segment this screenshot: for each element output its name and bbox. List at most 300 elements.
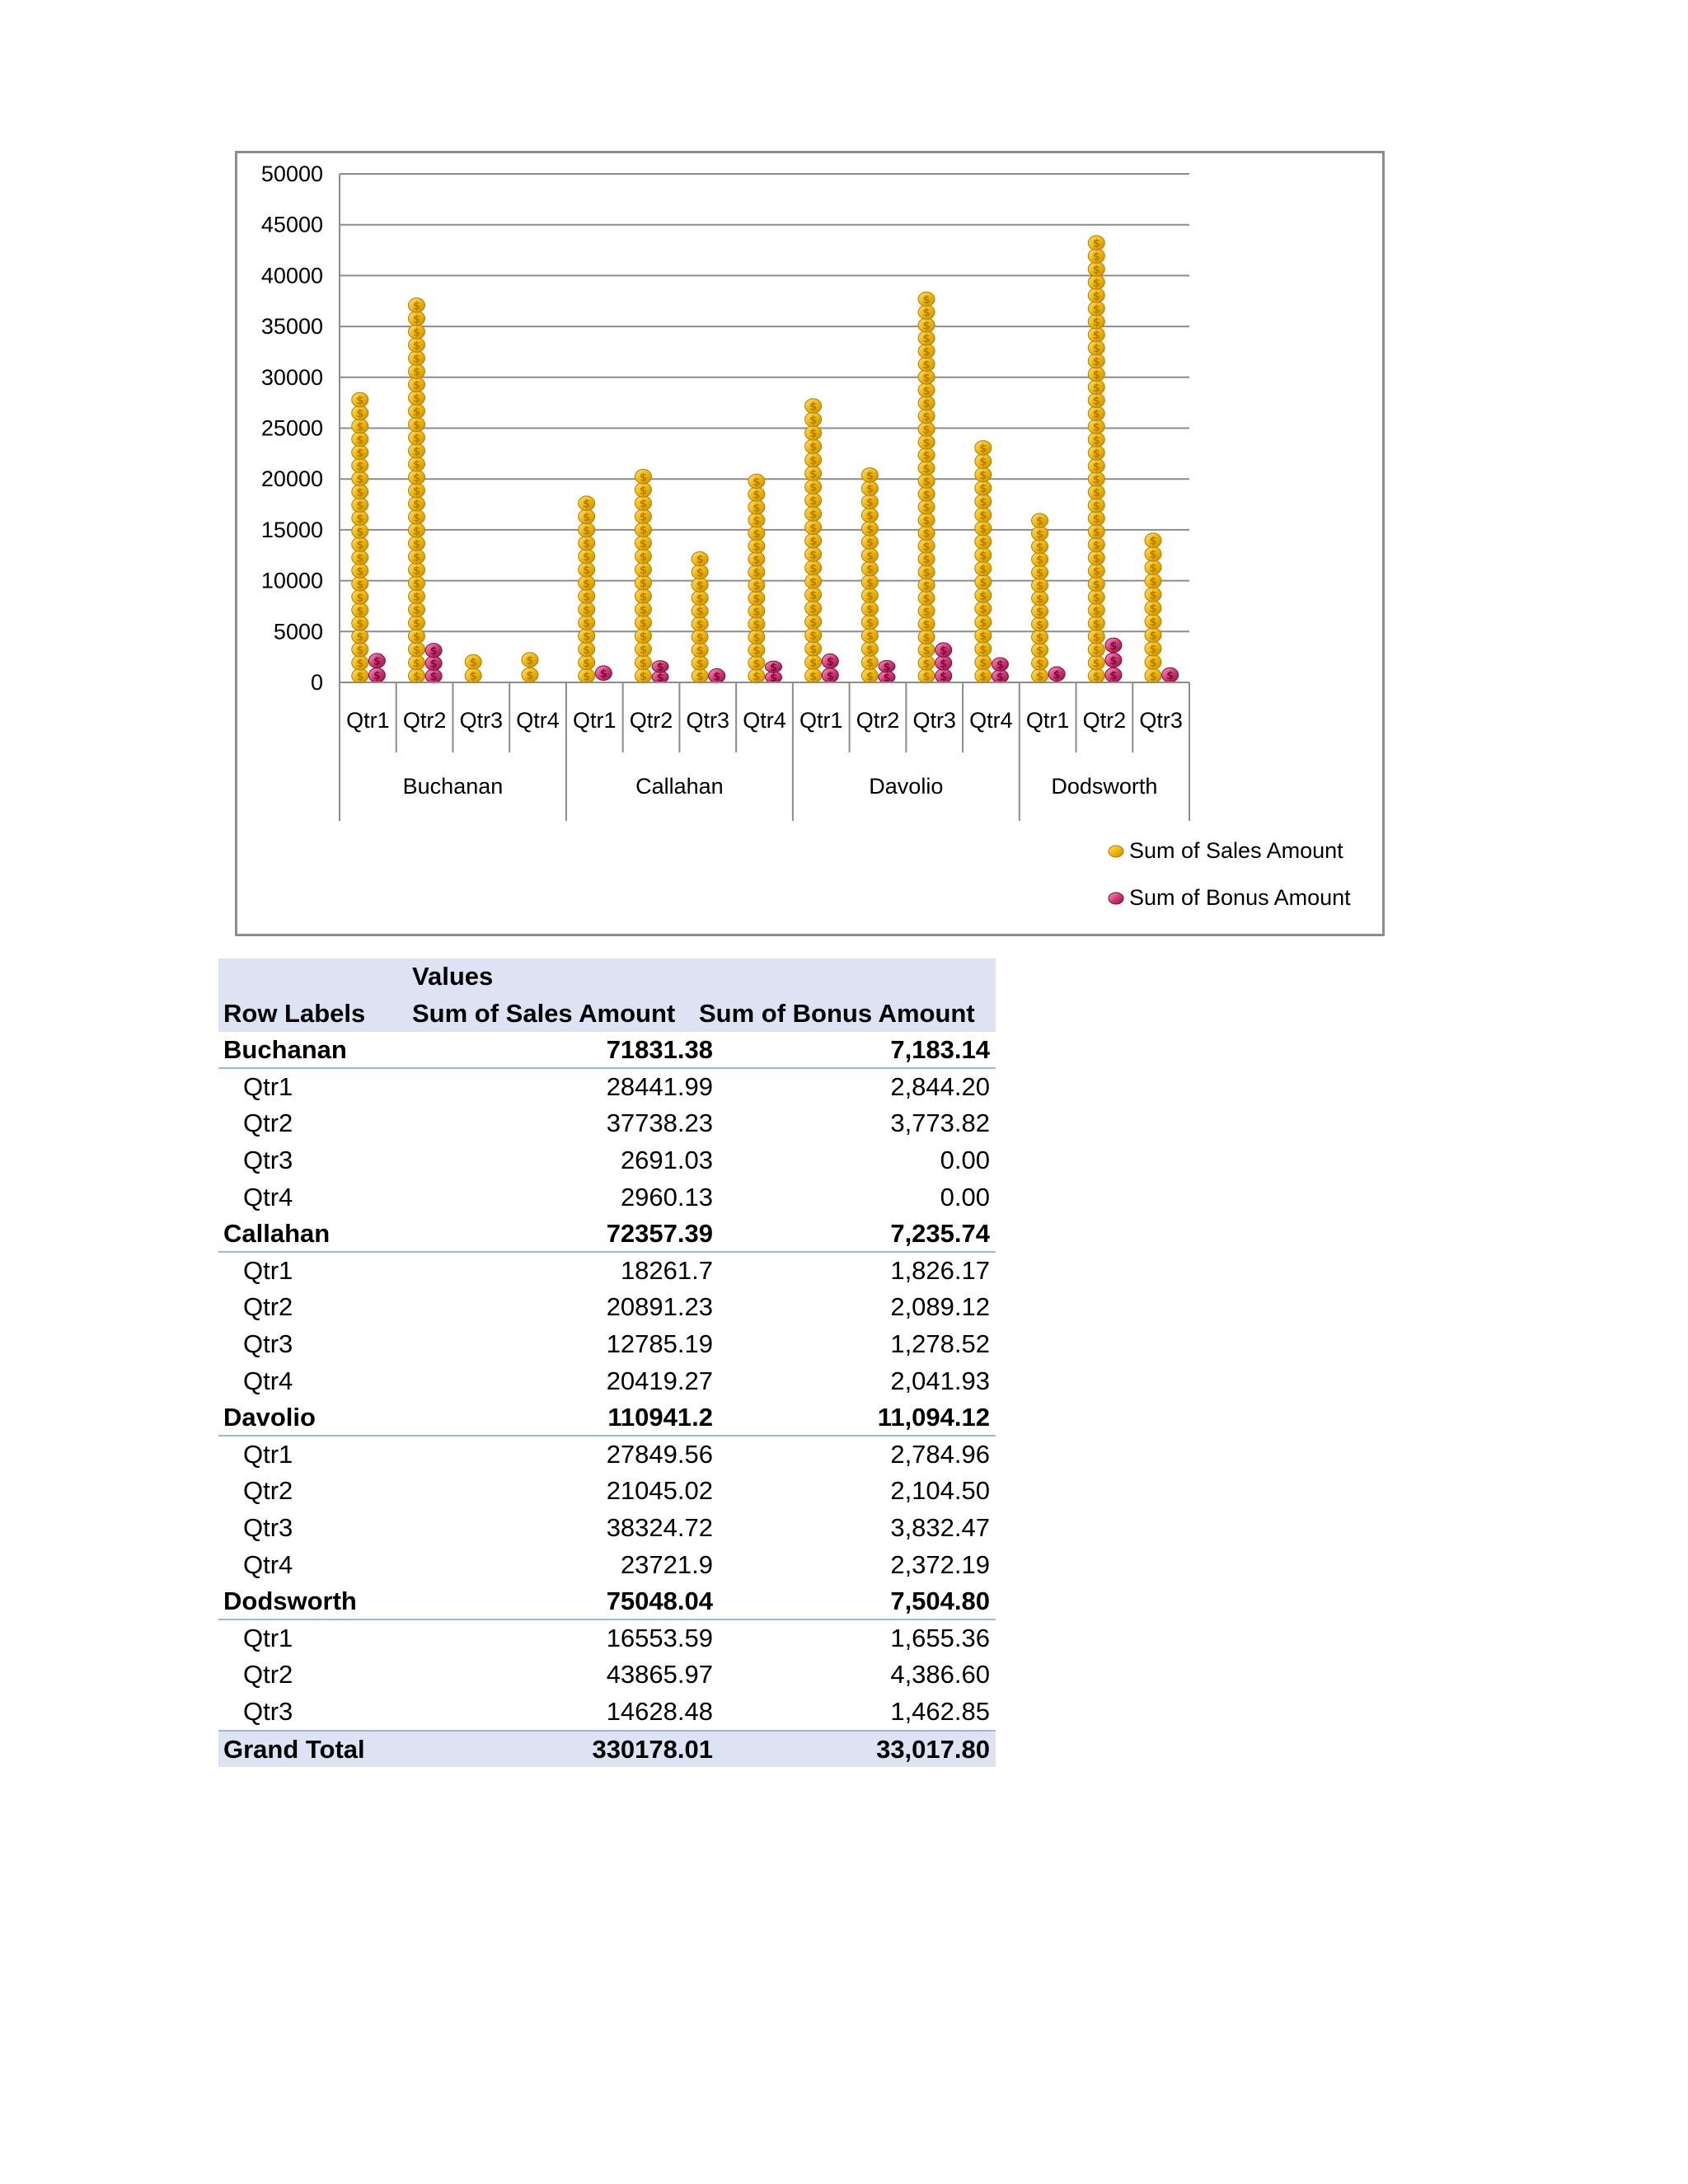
dollar-sign-icon: $ (356, 434, 364, 447)
dollar-sign-icon: $ (1036, 567, 1044, 580)
grand-total-row (218, 1730, 996, 1767)
dollar-sign-icon: $ (639, 578, 647, 591)
dollar-sign-icon: $ (656, 661, 664, 674)
sales-bar[interactable] (1145, 533, 1161, 683)
dollar-sign-icon: $ (865, 644, 874, 657)
sales-cell: 110941.2 (607, 1403, 713, 1432)
sales-bar[interactable] (635, 469, 651, 682)
dollar-sign-icon: $ (922, 619, 931, 632)
dollar-sign-icon: $ (583, 537, 591, 551)
legend-entry[interactable] (1109, 838, 1343, 863)
bonus-bar[interactable] (992, 658, 1008, 684)
y-tick-label: 5000 (273, 619, 323, 644)
dollar-coin-icon (1109, 893, 1123, 904)
x-tick-label: Qtr3 (686, 708, 730, 733)
sales-bar[interactable] (692, 551, 708, 683)
dollar-sign-icon: $ (922, 567, 931, 580)
dollar-sign-icon: $ (412, 326, 421, 340)
dollar-sign-icon: $ (809, 401, 818, 414)
dollar-sign-icon: $ (639, 591, 647, 604)
sales-cell: 43865.97 (606, 1660, 713, 1690)
dollar-sign-icon: $ (1036, 658, 1044, 671)
bonus-bar[interactable] (425, 644, 442, 684)
dollar-sign-icon: $ (753, 593, 761, 606)
dollar-sign-icon: $ (356, 658, 364, 671)
dollar-sign-icon: $ (639, 565, 647, 578)
dollar-sign-icon: $ (1092, 264, 1100, 277)
dollar-sign-icon: $ (639, 617, 647, 630)
dollar-sign-icon: $ (922, 606, 931, 619)
dollar-sign-icon: $ (412, 419, 421, 432)
dollar-sign-icon: $ (1149, 616, 1157, 630)
bonus-bar[interactable] (765, 661, 781, 685)
dollar-sign-icon: $ (412, 551, 421, 565)
dollar-sign-icon: $ (412, 366, 421, 379)
dollar-sign-icon: $ (412, 617, 421, 630)
dollar-sign-icon: $ (373, 655, 381, 668)
pivot-group-row (218, 1399, 996, 1436)
dollar-sign-icon: $ (356, 460, 364, 473)
dollar-sign-icon: $ (1092, 330, 1100, 343)
dollar-sign-icon: $ (412, 578, 421, 591)
dollar-sign-icon: $ (356, 671, 364, 684)
dollar-sign-icon: $ (412, 459, 421, 472)
dollar-sign-icon: $ (809, 468, 818, 481)
pivot-detail-row (218, 1510, 996, 1547)
dollar-sign-icon: $ (356, 644, 364, 658)
dollar-sign-icon: $ (809, 657, 818, 670)
dollar-sign-icon: $ (1092, 474, 1100, 487)
dollar-sign-icon: $ (412, 657, 421, 670)
bonus-column-header: Sum of Bonus Amount (699, 998, 975, 1028)
dollar-sign-icon: $ (412, 538, 421, 551)
dollar-sign-icon: $ (696, 631, 704, 644)
bonus-bar[interactable] (1162, 668, 1179, 682)
dollar-sign-icon: $ (1036, 619, 1044, 632)
dollar-sign-icon: $ (753, 606, 761, 619)
dollar-sign-icon: $ (753, 644, 761, 658)
dollar-sign-icon: $ (1149, 575, 1157, 588)
x-tick-label: Qtr1 (573, 708, 617, 733)
dollar-sign-icon: $ (753, 619, 761, 632)
dollar-sign-icon: $ (1149, 562, 1157, 575)
dollar-sign-icon: $ (1149, 535, 1157, 548)
x-tick-label: Qtr2 (402, 708, 447, 733)
dollar-sign-icon: $ (922, 476, 931, 489)
bonus-cell: 0.00 (940, 1182, 990, 1212)
dollar-sign-icon: $ (979, 563, 987, 576)
dollar-sign-icon: $ (809, 644, 818, 657)
bonus-cell: 2,089.12 (890, 1292, 990, 1322)
dollar-sign-icon: $ (356, 499, 364, 513)
bonus-cell: 0.00 (940, 1145, 990, 1174)
sales-bar[interactable] (748, 474, 765, 683)
dollar-sign-icon: $ (1036, 541, 1044, 555)
dollar-sign-icon: $ (412, 472, 421, 485)
pivot-detail-row (218, 1253, 996, 1290)
dollar-sign-icon: $ (412, 644, 421, 657)
dollar-sign-icon: $ (979, 483, 987, 496)
dollar-sign-icon: $ (429, 645, 438, 658)
sales-bar[interactable] (1032, 513, 1048, 683)
row-label: Qtr4 (243, 1366, 293, 1395)
bonus-bar[interactable] (1105, 638, 1122, 682)
dollar-sign-icon: $ (809, 549, 818, 562)
dollar-sign-icon: $ (979, 523, 987, 536)
pivot-detail-row (218, 1473, 996, 1510)
dollar-sign-icon: $ (412, 630, 421, 644)
row-label: Qtr2 (243, 1476, 293, 1506)
pivot-header-values-row (218, 958, 996, 996)
dollar-sign-icon: $ (865, 564, 874, 577)
pivot-detail-row (218, 1179, 996, 1216)
dollar-sign-icon: $ (1036, 593, 1044, 606)
dollar-sign-icon: $ (922, 644, 931, 658)
dollar-sign-icon: $ (412, 392, 421, 405)
dollar-sign-icon: $ (922, 333, 931, 346)
dollar-sign-icon: $ (826, 670, 834, 683)
dollar-sign-icon: $ (809, 509, 818, 522)
y-tick-label: 35000 (260, 314, 323, 340)
dollar-sign-icon: $ (1149, 549, 1157, 562)
dollar-sign-icon: $ (979, 496, 987, 509)
bonus-cell: 2,844.20 (890, 1071, 990, 1101)
row-label: Qtr1 (243, 1439, 293, 1469)
row-label: Qtr1 (243, 1255, 293, 1285)
dollar-sign-icon: $ (583, 591, 591, 604)
dollar-sign-icon: $ (922, 424, 931, 437)
dollar-sign-icon: $ (429, 671, 438, 684)
dollar-sign-icon: $ (865, 483, 874, 496)
dollar-sign-icon: $ (639, 498, 647, 511)
dollar-sign-icon: $ (996, 659, 1004, 673)
dollar-sign-icon: $ (753, 554, 761, 567)
dollar-sign-icon: $ (940, 671, 948, 684)
dollar-sign-icon: $ (583, 657, 591, 670)
dollar-sign-icon: $ (826, 656, 834, 669)
row-label: Qtr4 (243, 1182, 293, 1212)
x-tick-label: Qtr3 (912, 708, 956, 733)
dollar-sign-icon: $ (1092, 500, 1100, 513)
dollar-sign-icon: $ (639, 471, 647, 485)
pivot-detail-row (218, 1363, 996, 1400)
dollar-sign-icon: $ (583, 617, 591, 630)
dollar-sign-icon: $ (922, 593, 931, 606)
sales-bar[interactable] (1088, 236, 1104, 683)
bonus-cell: 2,784.96 (890, 1439, 990, 1469)
dollar-sign-icon: $ (469, 670, 477, 683)
bonus-cell: 7,504.80 (890, 1586, 990, 1616)
group-label: Callahan (635, 774, 724, 799)
dollar-sign-icon: $ (979, 443, 987, 456)
sales-cell: 38324.72 (606, 1512, 713, 1542)
dollar-sign-icon: $ (865, 537, 874, 550)
sales-cell: 2691.03 (620, 1145, 713, 1174)
dollar-sign-icon: $ (1092, 605, 1100, 618)
sales-cell: 75048.04 (606, 1586, 713, 1616)
group-label: Dodsworth (1051, 774, 1158, 799)
bonus-cell: 1,826.17 (890, 1255, 990, 1285)
dollar-sign-icon: $ (809, 670, 818, 683)
dollar-sign-icon: $ (979, 644, 987, 657)
x-tick-label: Qtr2 (1082, 708, 1127, 733)
pivot-body (218, 1032, 996, 1730)
dollar-sign-icon: $ (639, 644, 647, 657)
dollar-sign-icon: $ (356, 618, 364, 631)
dollar-sign-icon: $ (1092, 395, 1100, 408)
row-label: Qtr3 (243, 1512, 293, 1542)
dollar-sign-icon: $ (979, 670, 987, 683)
dollar-sign-icon: $ (979, 469, 987, 482)
dollar-sign-icon: $ (922, 514, 931, 527)
bonus-bar[interactable] (822, 654, 838, 682)
sales-bar[interactable] (805, 399, 822, 683)
dollar-sign-icon: $ (979, 657, 987, 670)
dollar-sign-icon: $ (940, 644, 948, 658)
dollar-sign-icon: $ (1092, 237, 1100, 251)
dollar-sign-icon: $ (809, 602, 818, 616)
dollar-sign-icon: $ (922, 489, 931, 502)
dollar-sign-icon: $ (922, 372, 931, 385)
dollar-sign-icon: $ (412, 591, 421, 604)
bonus-cell: 7,235.74 (890, 1219, 990, 1249)
legend-entry[interactable] (1109, 885, 1351, 910)
dollar-sign-icon: $ (412, 525, 421, 538)
bonus-cell: 2,041.93 (890, 1366, 990, 1395)
row-label[interactable]: Buchanan (223, 1035, 347, 1065)
row-label[interactable]: Dodsworth (223, 1586, 357, 1616)
bonus-cell: 2,104.50 (890, 1476, 990, 1506)
bonus-bar[interactable] (709, 668, 725, 683)
dollar-sign-icon: $ (1092, 552, 1100, 565)
dollar-sign-icon: $ (922, 437, 931, 450)
dollar-sign-icon: $ (865, 496, 874, 509)
dollar-sign-icon: $ (922, 502, 931, 515)
dollar-sign-icon: $ (583, 511, 591, 524)
dollar-sign-icon: $ (1053, 668, 1061, 682)
dollar-sign-icon: $ (412, 512, 421, 525)
row-label: Qtr1 (243, 1623, 293, 1652)
y-tick-label: 0 (310, 670, 323, 695)
sales-cell: 20419.27 (606, 1366, 713, 1395)
dollar-sign-icon: $ (922, 579, 931, 593)
bonus-bar[interactable] (879, 660, 895, 684)
dollar-sign-icon: $ (922, 554, 931, 567)
dollar-sign-icon: $ (1149, 630, 1157, 643)
x-tick-label: Qtr4 (743, 708, 786, 733)
dollar-sign-icon: $ (639, 524, 647, 537)
sales-bar[interactable] (918, 292, 935, 683)
dollar-sign-icon: $ (373, 670, 381, 683)
dollar-sign-icon: $ (753, 515, 761, 528)
dollar-sign-icon: $ (1092, 565, 1100, 579)
dollar-sign-icon: $ (412, 340, 421, 353)
dollar-sign-icon: $ (809, 454, 818, 467)
dollar-sign-icon: $ (639, 657, 647, 670)
dollar-sign-icon: $ (356, 395, 364, 408)
x-tick-label: Qtr1 (346, 708, 390, 733)
bonus-bar[interactable] (935, 643, 952, 683)
pivot-detail-row (218, 1326, 996, 1363)
dollar-sign-icon: $ (1092, 658, 1100, 671)
sales-bar[interactable] (522, 653, 538, 682)
x-tick-label: Qtr3 (1139, 708, 1183, 733)
dollar-sign-icon: $ (412, 353, 421, 366)
row-labels-header[interactable]: Row Labels (223, 998, 366, 1028)
dollar-sign-icon: $ (356, 486, 364, 499)
pivot-header-row (218, 996, 996, 1033)
dollar-sign-icon: $ (639, 537, 647, 551)
dollar-sign-icon: $ (1092, 644, 1100, 658)
pivot-detail-row (218, 1694, 996, 1731)
dollar-sign-icon: $ (1036, 644, 1044, 658)
sales-bar[interactable] (465, 654, 481, 682)
sales-cell: 27849.56 (606, 1439, 713, 1469)
row-label: Qtr4 (243, 1549, 293, 1579)
dollar-sign-icon: $ (979, 616, 987, 630)
dollar-sign-icon: $ (979, 590, 987, 603)
sales-cell: 12785.19 (606, 1329, 713, 1358)
legend-label: Sum of Bonus Amount (1129, 885, 1351, 910)
group-label: Buchanan (402, 774, 504, 799)
dollar-sign-icon: $ (753, 671, 761, 684)
dollar-sign-icon: $ (753, 658, 761, 671)
dollar-sign-icon: $ (809, 495, 818, 509)
bonus-cell: 3,773.82 (890, 1108, 990, 1138)
bonus-bar[interactable] (652, 661, 668, 685)
dollar-sign-icon: $ (356, 605, 364, 618)
sales-bar[interactable] (408, 298, 424, 683)
dollar-sign-icon: $ (883, 661, 891, 674)
dollar-sign-icon: $ (769, 672, 778, 685)
bonus-bar[interactable] (368, 654, 385, 682)
dollar-sign-icon: $ (526, 669, 534, 682)
dollar-sign-icon: $ (412, 604, 421, 617)
dollar-sign-icon: $ (583, 604, 591, 617)
dollar-sign-icon: $ (979, 509, 987, 523)
sales-bar[interactable] (352, 392, 368, 683)
dollar-sign-icon: $ (865, 630, 874, 644)
dollar-sign-icon: $ (1149, 657, 1157, 670)
dollar-sign-icon: $ (922, 385, 931, 398)
bonus-cell: 1,278.52 (890, 1329, 990, 1358)
dollar-sign-icon: $ (753, 489, 761, 502)
dollar-coin-icon (1109, 846, 1123, 857)
bonus-bar[interactable] (595, 666, 612, 681)
dollar-sign-icon: $ (356, 631, 364, 644)
dollar-sign-icon: $ (753, 541, 761, 554)
dollar-sign-icon: $ (1036, 515, 1044, 528)
dollar-sign-icon: $ (1092, 368, 1100, 382)
sales-cell: 2960.13 (620, 1182, 713, 1212)
sales-cell: 37738.23 (606, 1108, 713, 1138)
dollar-sign-icon: $ (1092, 539, 1100, 552)
values-header: Values (412, 962, 494, 991)
y-tick-label: 25000 (260, 415, 323, 441)
group-label: Davolio (869, 774, 944, 799)
dollar-sign-icon: $ (412, 670, 421, 683)
dollar-sign-icon: $ (696, 554, 704, 567)
dollar-sign-icon: $ (809, 414, 818, 427)
dollar-sign-icon: $ (1166, 669, 1175, 682)
dollar-sign-icon: $ (583, 578, 591, 591)
dollar-sign-icon: $ (1149, 602, 1157, 616)
dollar-sign-icon: $ (412, 445, 421, 458)
y-tick-label: 40000 (260, 263, 323, 288)
dollar-sign-icon: $ (412, 499, 421, 512)
sales-cell: 20891.23 (606, 1292, 713, 1322)
sales-column-header: Sum of Sales Amount (412, 998, 676, 1028)
dollar-sign-icon: $ (1149, 670, 1157, 683)
sales-bar[interactable] (579, 496, 595, 683)
dollar-sign-icon: $ (1149, 589, 1157, 602)
bonus-bar[interactable] (1048, 667, 1065, 682)
dollar-sign-icon: $ (979, 577, 987, 590)
dollar-sign-icon: $ (429, 658, 438, 671)
dollar-sign-icon: $ (1092, 671, 1100, 684)
bonus-cell: 1,655.36 (890, 1623, 990, 1652)
dollar-sign-icon: $ (979, 550, 987, 563)
dollar-sign-icon: $ (809, 481, 818, 494)
dollar-sign-icon: $ (356, 579, 364, 592)
dollar-sign-icon: $ (1092, 461, 1100, 474)
dollar-sign-icon: $ (412, 300, 421, 313)
dollar-sign-icon: $ (753, 527, 761, 541)
dollar-sign-icon: $ (356, 552, 364, 565)
dollar-sign-icon: $ (696, 671, 704, 684)
dollar-sign-icon: $ (583, 630, 591, 644)
dollar-sign-icon: $ (1036, 606, 1044, 619)
dollar-sign-icon: $ (940, 658, 948, 671)
dollar-sign-icon: $ (1109, 669, 1118, 682)
dollar-sign-icon: $ (922, 462, 931, 476)
dollar-sign-icon: $ (583, 644, 591, 657)
pivot-detail-row (218, 1547, 996, 1584)
dollar-sign-icon: $ (696, 644, 704, 658)
row-label: Qtr2 (243, 1108, 293, 1138)
grand-total-sales: 330178.01 (592, 1735, 713, 1765)
grand-total-label: Grand Total (223, 1735, 365, 1765)
bonus-cell: 11,094.12 (877, 1403, 990, 1432)
bonus-cell: 7,183.14 (890, 1035, 990, 1065)
sales-cell: 16553.59 (606, 1623, 713, 1652)
dollar-sign-icon: $ (1092, 421, 1100, 434)
dollar-sign-icon: $ (1036, 671, 1044, 684)
dollar-sign-icon: $ (1092, 251, 1100, 264)
dollar-sign-icon: $ (356, 473, 364, 486)
sales-cell: 14628.48 (606, 1696, 713, 1726)
sales-bar[interactable] (975, 441, 992, 683)
sales-bar[interactable] (861, 468, 878, 683)
dollar-sign-icon: $ (753, 476, 761, 489)
dollar-sign-icon: $ (639, 485, 647, 498)
dollar-sign-icon: $ (865, 550, 874, 563)
dollar-sign-icon: $ (583, 551, 591, 565)
pivot-group-row (218, 1583, 996, 1620)
dollar-sign-icon: $ (1092, 408, 1100, 421)
dollar-sign-icon: $ (979, 630, 987, 644)
row-label[interactable]: Davolio (223, 1403, 316, 1432)
pivot-detail-row (218, 1657, 996, 1694)
dollar-sign-icon: $ (356, 420, 364, 434)
pivot-group-row (218, 1032, 996, 1069)
dollar-sign-icon: $ (639, 551, 647, 564)
chart-legend (1109, 838, 1351, 910)
dollar-sign-icon: $ (639, 604, 647, 617)
legend-label: Sum of Sales Amount (1129, 838, 1343, 863)
dollar-sign-icon: $ (1092, 343, 1100, 356)
row-label[interactable]: Callahan (223, 1219, 331, 1249)
